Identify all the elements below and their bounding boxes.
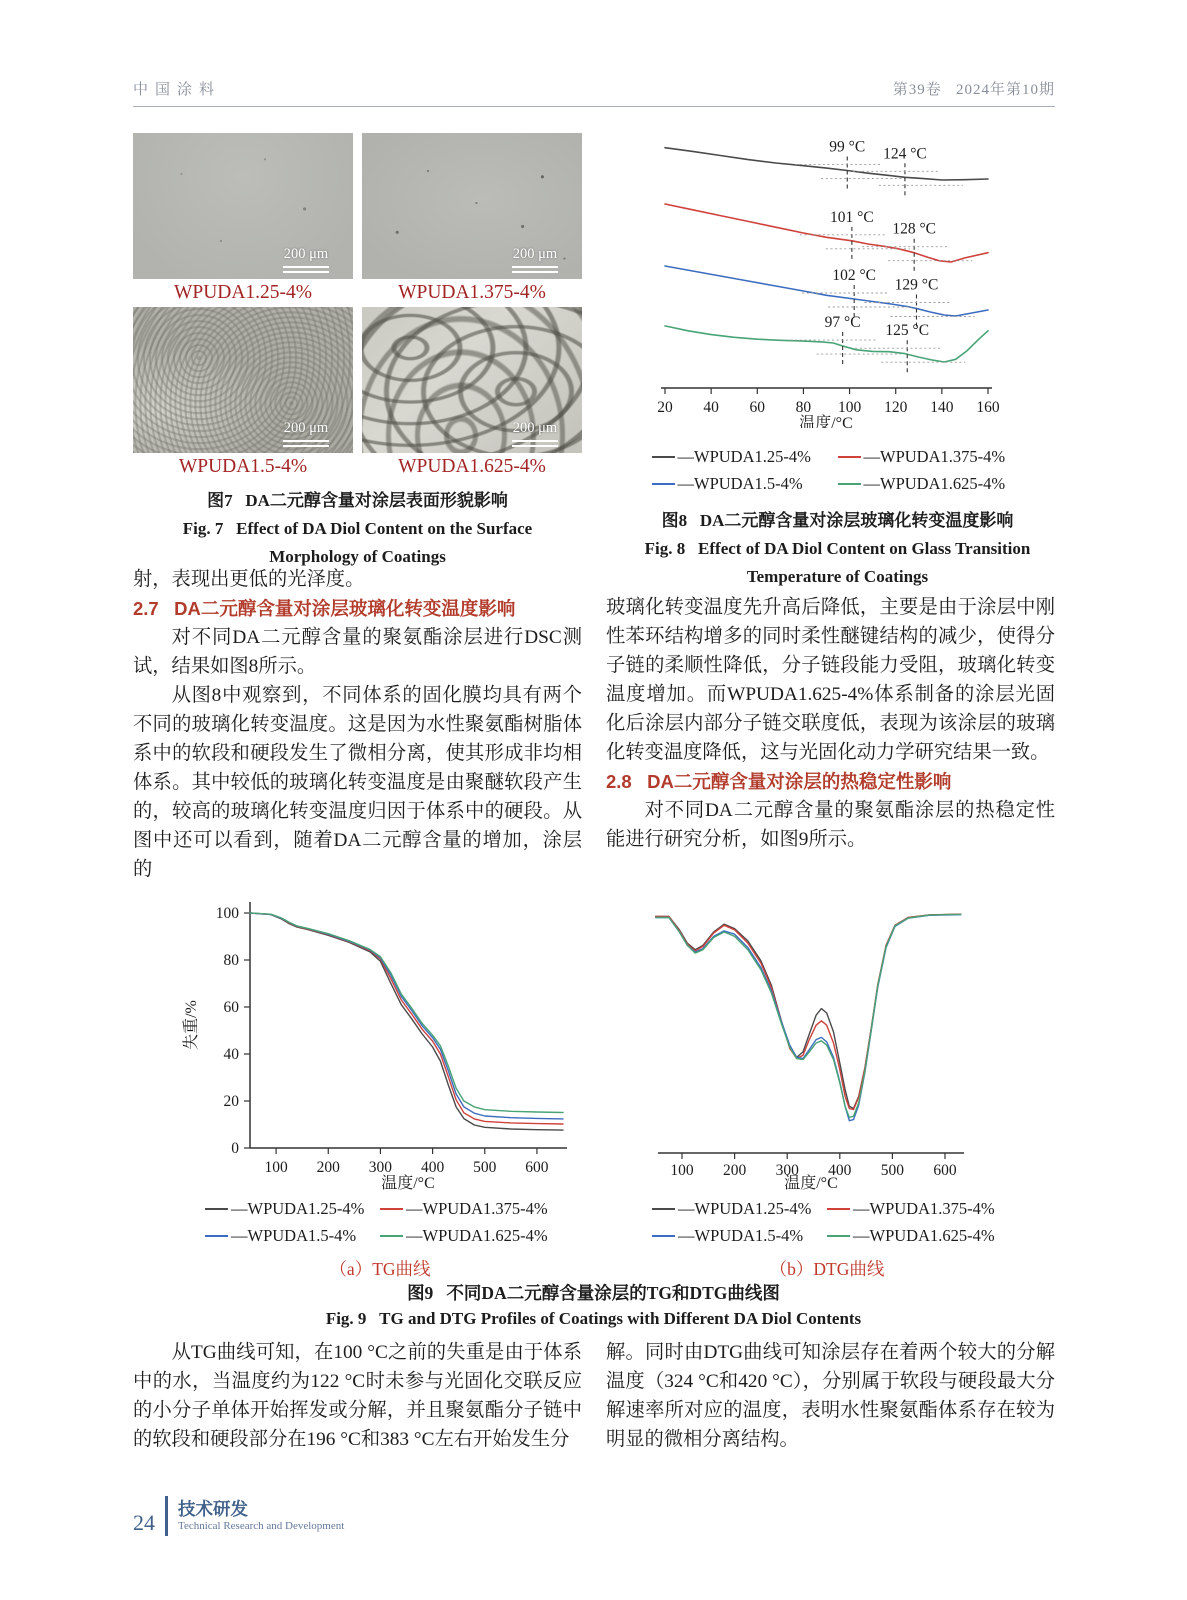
- figure8-caption-en2: Temperature of Coatings: [746, 567, 929, 586]
- legend-item: [205, 1199, 380, 1219]
- figure9b-block: [612, 872, 1042, 1281]
- legend-label: —WPUDA1.5-4%: [231, 1226, 357, 1245]
- micrograph-wpuda1-25: [133, 133, 353, 279]
- legend-label: —WPUDA1.625-4%: [853, 1226, 995, 1245]
- legend-item: [652, 1226, 827, 1246]
- figure9-caption-cn: 图9 不同DA二元醇含量涂层的TG和DTG曲线图: [407, 1283, 780, 1303]
- section-heading-2-7: 2.7 DA二元醇含量对涂层玻璃化转变温度影响: [133, 598, 516, 619]
- micrograph-grid: [133, 133, 582, 481]
- paragraph: 玻璃化转变温度先升高后降低，主要是由于涂层中刚性苯环结构增多的同时柔性醚键结构的减少，使得分子链的柔顺性降低，分子链段能力受阻，玻璃化转变温度增加。而WPUDA1.625-4%体系制备的涂层光固化后涂层内部分子链交联度低，表现为该涂层的玻璃化转变温度降低，这与光固化动力学研究结果一致。: [606, 597, 1055, 763]
- micrograph-label: WPUDA1.5-4%: [178, 456, 308, 477]
- svg-text:温度/°C: 温度/°C: [784, 1175, 838, 1190]
- micrograph-cell: [362, 133, 582, 307]
- legend-line-swatch: [827, 1208, 850, 1210]
- figure7-caption-cn: 图7 DA二元醇含量对涂层表面形貌影响: [207, 491, 508, 510]
- svg-text:20: 20: [223, 1093, 239, 1110]
- svg-text:140: 140: [930, 399, 954, 416]
- legend-item: [652, 447, 838, 467]
- svg-text:80: 80: [795, 399, 812, 416]
- svg-text:100: 100: [837, 399, 862, 416]
- dsc-chart: [615, 128, 1060, 428]
- svg-text:128 °C: 128 °C: [892, 220, 937, 238]
- dsc-legend: [615, 447, 1060, 494]
- svg-text:100: 100: [264, 1159, 288, 1176]
- scale-label: 200 μm: [512, 420, 558, 436]
- svg-text:400: 400: [828, 1162, 852, 1179]
- figure7-caption-en2: Morphology of Coatings: [269, 547, 446, 566]
- svg-text:125 °C: 125 °C: [885, 322, 930, 340]
- legend-line-swatch: [652, 483, 675, 485]
- legend-line-swatch: [652, 1208, 675, 1210]
- scale-line: [512, 271, 558, 273]
- legend-item: [838, 447, 1024, 467]
- svg-text:200: 200: [316, 1159, 340, 1176]
- micrograph-label: WPUDA1.25-4%: [173, 282, 313, 303]
- paragraph: 从图8中观察到，不同体系的固化膜均具有两个不同的玻璃化转变温度。这是因为水性聚氨酯树脂体系中的软段和硬段发生了微相分离，使其形成非均相体系。其中较低的玻璃化转变温度是由聚醚软段产生的，较高的玻璃化转变温度归因于体系中的硬段。从图中还可以看到，随着DA二元醇含量的增加，涂层的: [133, 685, 582, 880]
- legend-label: —WPUDA1.5-4%: [677, 474, 803, 493]
- micrograph-cell: [362, 307, 582, 481]
- footer-section-en: Technical Research and Development: [178, 1519, 345, 1532]
- svg-text:160: 160: [976, 399, 1000, 416]
- tg-chart: [170, 872, 590, 1190]
- figure8-caption-cn: 图8 DA二元醇含量对涂层玻璃化转变温度影响: [661, 511, 1014, 530]
- legend-line-swatch: [380, 1208, 403, 1210]
- svg-text:124 °C: 124 °C: [883, 145, 927, 163]
- svg-text:40: 40: [223, 1046, 239, 1063]
- legend-line-swatch: [652, 456, 675, 458]
- legend-label: —WPUDA1.25-4%: [678, 1199, 812, 1218]
- legend-item: [838, 474, 1024, 494]
- svg-text:600: 600: [525, 1159, 549, 1176]
- legend-label: —WPUDA1.375-4%: [863, 447, 1006, 466]
- legend-line-swatch: [205, 1235, 228, 1237]
- section-heading-2-8: 2.8 DA二元醇含量对涂层的热稳定性影响: [606, 771, 952, 792]
- figure9a-block: [170, 872, 590, 1281]
- scale-line: [283, 440, 329, 442]
- scale-line: [512, 440, 558, 442]
- svg-text:温度/°C: 温度/°C: [381, 1175, 435, 1190]
- scale-label: 200 μm: [283, 246, 329, 262]
- scale-bar: [496, 246, 574, 273]
- figure9-caption-en: Fig. 9 TG and DTG Profiles of Coatings with Different DA Diol Contents: [325, 1309, 862, 1328]
- figure8-caption-en1: Fig. 8 Effect of DA Diol Content on Glass Transition: [644, 539, 1031, 558]
- bottom-left-column: [133, 1338, 582, 1454]
- figure8-caption: [615, 507, 1060, 591]
- tg-legend: [170, 1199, 590, 1246]
- footer-divider: [165, 1496, 168, 1536]
- svg-text:200: 200: [722, 1162, 747, 1179]
- svg-text:101 °C: 101 °C: [830, 208, 874, 226]
- left-column: [133, 565, 582, 884]
- svg-text:102 °C: 102 °C: [832, 267, 877, 284]
- svg-text:600: 600: [933, 1162, 957, 1179]
- journal-name: 中国涂料: [133, 82, 222, 98]
- figure9b-caption: （b）DTG曲线: [769, 1259, 885, 1279]
- dtg-chart: [612, 872, 1042, 1190]
- legend-label: —WPUDA1.25-4%: [231, 1199, 365, 1218]
- paragraph: 射，表现出更低的光泽度。: [133, 569, 365, 590]
- paragraph: 解。同时由DTG曲线可知涂层存在着两个较大的分解温度（324 °C和420 °C），分别属于软段与硬段最大分解速率所对应的温度，表明水性聚氨酯体系存在较为明显的微相分离结构。: [606, 1342, 1055, 1450]
- svg-text:60: 60: [749, 399, 766, 416]
- svg-text:40: 40: [703, 399, 719, 416]
- svg-text:20: 20: [657, 399, 673, 416]
- svg-text:99 °C: 99 °C: [829, 138, 866, 156]
- figure7-caption: [133, 487, 582, 571]
- scale-line: [512, 266, 558, 268]
- figure9a-caption: （a）TG曲线: [329, 1259, 431, 1279]
- micrograph-cell: [133, 133, 353, 307]
- page-number: 24: [133, 1510, 155, 1535]
- figure8-block: [615, 128, 1060, 591]
- micrograph-wpuda1-375: [362, 133, 582, 279]
- svg-text:300: 300: [775, 1162, 799, 1179]
- legend-item: [205, 1226, 380, 1246]
- scale-label: 200 μm: [512, 246, 558, 262]
- micrograph-cell: [133, 307, 353, 481]
- legend-label: —WPUDA1.375-4%: [853, 1199, 995, 1218]
- issue-info: 第39卷 2024年第10期: [892, 82, 1055, 98]
- svg-text:97 °C: 97 °C: [824, 314, 861, 332]
- svg-text:失重/%: 失重/%: [183, 1000, 200, 1050]
- scale-bar: [496, 420, 574, 447]
- svg-text:80: 80: [223, 952, 239, 969]
- svg-text:60: 60: [223, 999, 239, 1016]
- svg-text:500: 500: [880, 1162, 905, 1179]
- legend-label: —WPUDA1.25-4%: [677, 447, 811, 466]
- page-footer: [133, 1496, 344, 1536]
- legend-line-swatch: [838, 456, 861, 458]
- legend-line-swatch: [838, 483, 861, 485]
- scale-line: [283, 271, 329, 273]
- svg-text:100: 100: [215, 905, 239, 922]
- micrograph-label: WPUDA1.375-4%: [398, 282, 546, 303]
- dtg-legend: [612, 1199, 1042, 1246]
- bottom-right-column: [606, 1338, 1055, 1454]
- legend-item: [827, 1199, 1002, 1219]
- svg-text:400: 400: [420, 1159, 445, 1176]
- legend-line-swatch: [205, 1208, 228, 1210]
- legend-label: —WPUDA1.5-4%: [678, 1226, 804, 1245]
- paragraph: 对不同DA二元醇含量的聚氨酯涂层的热稳定性能进行研究分析，如图9所示。: [606, 800, 1055, 850]
- scale-bar: [267, 420, 345, 447]
- figure7-block: [133, 133, 582, 481]
- legend-line-swatch: [827, 1235, 850, 1237]
- svg-text:100: 100: [670, 1162, 694, 1179]
- page-header: [133, 78, 1055, 107]
- scale-line: [283, 266, 329, 268]
- micrograph-wpuda1-5: [133, 307, 353, 453]
- svg-text:500: 500: [473, 1159, 497, 1176]
- legend-label: —WPUDA1.625-4%: [406, 1226, 548, 1245]
- scale-label: 200 μm: [283, 420, 329, 436]
- svg-text:温度/°C: 温度/°C: [799, 415, 853, 428]
- paragraph: 对不同DA二元醇含量的聚氨酯涂层进行DSC测试，结果如图8所示。: [133, 627, 582, 677]
- legend-item: [380, 1199, 555, 1219]
- svg-text:120: 120: [884, 399, 908, 416]
- footer-section: [178, 1499, 344, 1534]
- svg-text:129 °C: 129 °C: [894, 276, 939, 294]
- paragraph: 从TG曲线可知，在100 °C之前的失重是由于体系中的水，当温度约为122 °C时未参与光固化交联反应的小分子单体开始挥发或分解，并且聚氨酯分子链中的软段和硬段部分在196 °C和383 °C左右开始发生分: [133, 1342, 582, 1450]
- legend-item: [827, 1226, 1002, 1246]
- micrograph-wpuda1-625: [362, 307, 582, 453]
- legend-item: [652, 1199, 827, 1219]
- legend-label: —WPUDA1.375-4%: [406, 1199, 548, 1218]
- svg-text:300: 300: [368, 1159, 393, 1176]
- svg-text:0: 0: [231, 1140, 239, 1157]
- figure7-caption-en1: Fig. 7 Effect of DA Diol Content on the Surface: [182, 519, 533, 538]
- legend-item: [652, 474, 838, 494]
- legend-line-swatch: [652, 1235, 675, 1237]
- legend-line-swatch: [380, 1235, 403, 1237]
- footer-section-cn: 技术研发: [178, 1498, 248, 1519]
- scale-bar: [267, 246, 345, 273]
- right-column: [606, 593, 1055, 854]
- scale-line: [283, 445, 329, 447]
- legend-item: [380, 1226, 555, 1246]
- scale-line: [512, 445, 558, 447]
- legend-label: —WPUDA1.625-4%: [863, 474, 1006, 493]
- micrograph-label: WPUDA1.625-4%: [398, 456, 546, 477]
